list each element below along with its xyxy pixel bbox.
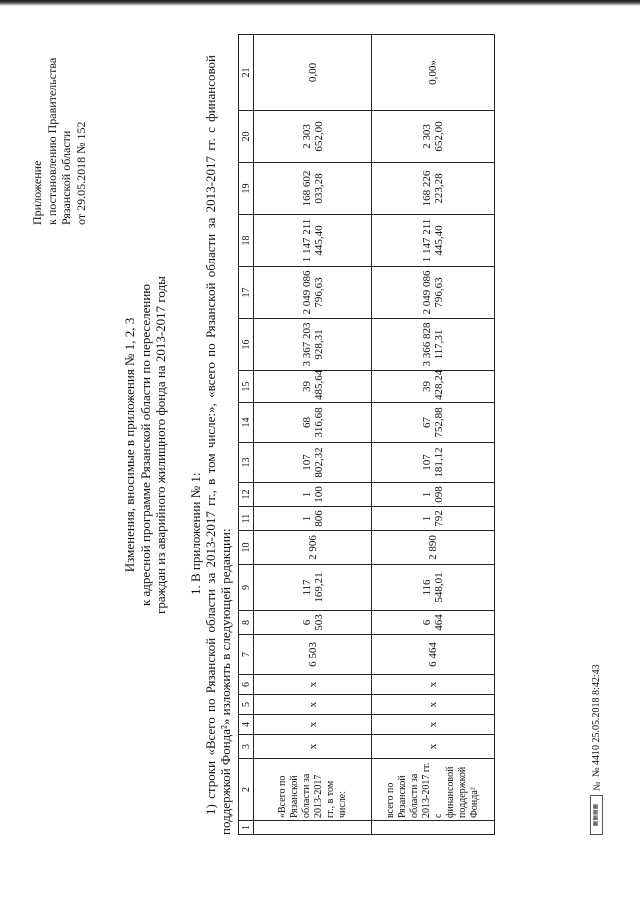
table-cell: 6 464 (372, 635, 495, 675)
title-line: к адресной программе Рязанской области по переселению (137, 283, 153, 607)
header-cell: 15 (239, 371, 254, 403)
header-cell: 16 (239, 319, 254, 371)
table-cell: 116 548,01 (372, 565, 495, 611)
table-cell: 107 802,32 (254, 443, 372, 483)
table-cell: 39 428,24 (372, 371, 495, 403)
header-cell: 13 (239, 443, 254, 483)
table-cell: 2 303 652,00 (254, 111, 372, 163)
row-name-cell: всего по Рязанской области за 2013-2017 гг. с финансовой поддержкой Фонда² (372, 759, 495, 821)
appendix-line: от 29.05.2018 № 152 (73, 121, 88, 225)
table-cell: 0,00 (254, 35, 372, 111)
table-cell: 1 100 (254, 483, 372, 507)
table-cell: 1 792 (372, 507, 495, 531)
appendix-line: Рязанской области (59, 130, 73, 225)
amendment-table (238, 34, 495, 835)
header-cell: 6 (239, 675, 254, 695)
header-cell: 1 (239, 821, 254, 835)
table-header-row (239, 35, 254, 835)
table-cell: х (372, 675, 495, 695)
table-cell: 2 049 086 796,63 (254, 267, 372, 319)
footer (588, 475, 608, 835)
table-cell (254, 821, 372, 835)
document-title (122, 165, 169, 725)
table-cell: 1 147 211 445,40 (254, 215, 372, 267)
table-row (254, 35, 372, 835)
appendix-line: Приложение (30, 160, 44, 225)
header-cell: 14 (239, 403, 254, 443)
header-cell: 12 (239, 483, 254, 507)
table-cell: 2 303 652,00 (372, 111, 495, 163)
header-cell: 5 (239, 695, 254, 715)
header-cell: 18 (239, 215, 254, 267)
section-heading: 1. В приложении № 1: (188, 472, 203, 595)
table-row (372, 35, 495, 835)
table-cell: 1 098 (372, 483, 495, 507)
table-cell: х (254, 735, 372, 759)
intro (188, 55, 233, 835)
table-cell: х (254, 695, 372, 715)
header-cell: 19 (239, 163, 254, 215)
table-cell: 68 316,68 (254, 403, 372, 443)
table-cell: 107 181,12 (372, 443, 495, 483)
row-name-cell: «Всего по Рязанской области за 2013-2017 гг., в том числе: (254, 759, 372, 821)
table-cell: 3 367 203 928,31 (254, 319, 372, 371)
title-line: Изменения, вносимые в приложения № 1, 2, 3 (122, 317, 137, 573)
header-cell: 2 (239, 759, 254, 821)
table-cell: х (254, 715, 372, 735)
appendix-block (30, 25, 88, 225)
table-cell: 6 464 (372, 611, 495, 635)
header-cell: 7 (239, 635, 254, 675)
table-cell: 3 366 828 117,31 (372, 319, 495, 371)
table-cell: 168 602 033,28 (254, 163, 372, 215)
table-cell: 2 049 086 796,63 (372, 267, 495, 319)
header-cell: 8 (239, 611, 254, 635)
registration-stamp: ▦▦▦▦ (590, 795, 603, 835)
header-cell: 10 (239, 531, 254, 565)
header-cell: 17 (239, 267, 254, 319)
header-cell: 11 (239, 507, 254, 531)
table-cell: х (372, 715, 495, 735)
table-cell: 1 806 (254, 507, 372, 531)
table-cell: 117 169,21 (254, 565, 372, 611)
title-line: граждан из аварийного жилищного фонда на 2013-2017 годы (153, 276, 168, 614)
table-cell: 6 503 (254, 635, 372, 675)
table-cell: х (372, 695, 495, 715)
table-cell: х (372, 735, 495, 759)
table-cell: 1 147 211 445,40 (372, 215, 495, 267)
header-cell: 21 (239, 35, 254, 111)
header-cell: 4 (239, 715, 254, 735)
table-cell (372, 821, 495, 835)
table-cell: 67 752,88 (372, 403, 495, 443)
table-cell: 168 226 223,28 (372, 163, 495, 215)
table-cell: 39 485,64 (254, 371, 372, 403)
instruction-paragraph: 1) строки «Всего по Рязанской области за 2013-2017 гг., в том числе:», «всего по Рязанской области за 2013-2017 гг. с финансовой поддержкой Фонда²» изложить в следующей редакции: (203, 55, 233, 835)
table-cell: 0,00» (372, 35, 495, 111)
table-cell: 2 906 (254, 531, 372, 565)
barcode-icon: № (592, 781, 603, 791)
header-cell: 20 (239, 111, 254, 163)
appendix-line: к постановлению Правительства (44, 57, 59, 225)
table-cell: 2 890 (372, 531, 495, 565)
table-cell: х (254, 675, 372, 695)
table-cell: 6 503 (254, 611, 372, 635)
registration-number: № 4410 25.05.2018 8:42:43 (591, 664, 602, 777)
header-cell: 3 (239, 735, 254, 759)
header-cell: 9 (239, 565, 254, 611)
